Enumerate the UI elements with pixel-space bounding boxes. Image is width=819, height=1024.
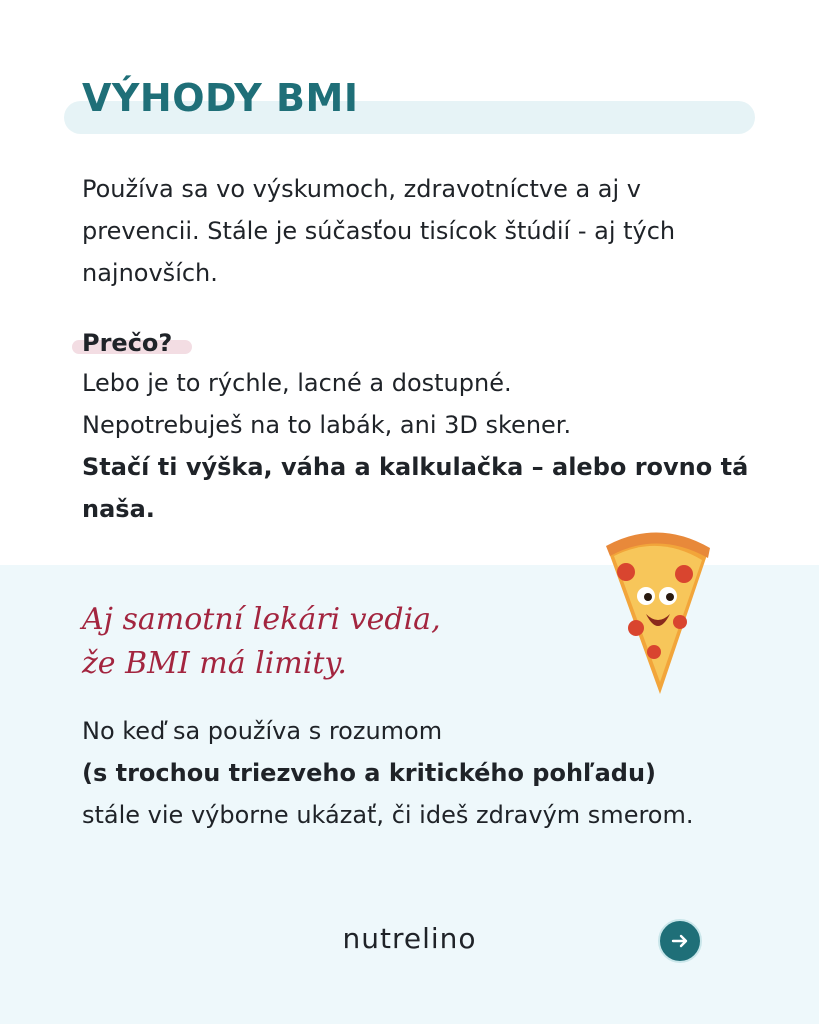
quote-line-1: Aj samotní lekári vedia, bbox=[82, 602, 441, 637]
why-line-2: Nepotrebuješ na to labák, ani 3D skener. bbox=[82, 411, 572, 439]
intro-text: Používa sa vo výskumoch, zdravotníctve a aj v prevencii. Stále je súčasťou tisícok štúdií - aj tých najnovších. bbox=[82, 175, 676, 287]
body-line-1: No keď sa používa s rozumom bbox=[82, 717, 443, 745]
brand-logo: nutrelino bbox=[342, 922, 477, 955]
body-line-3: stále vie výborne ukázať, či ideš zdravým smerom. bbox=[82, 801, 694, 829]
quote-line-2: že BMI má limity. bbox=[82, 646, 347, 681]
why-heading: Prečo? bbox=[82, 329, 173, 357]
page-title: VÝHODY BMI bbox=[82, 76, 359, 120]
body-bold: (s trochou triezveho a kritického pohľadu) bbox=[82, 759, 656, 787]
next-button[interactable] bbox=[658, 919, 702, 963]
why-bold: Stačí ti výška, váha a kalkulačka – alebo rovno tá naša. bbox=[82, 453, 749, 523]
pizza-mascot-icon bbox=[598, 522, 718, 702]
quote bbox=[82, 598, 602, 686]
why-line-1: Lebo je to rýchle, lacné a dostupné. bbox=[82, 369, 512, 397]
body-text bbox=[82, 710, 762, 836]
why-body bbox=[82, 362, 762, 530]
arrow-right-icon bbox=[670, 931, 690, 951]
